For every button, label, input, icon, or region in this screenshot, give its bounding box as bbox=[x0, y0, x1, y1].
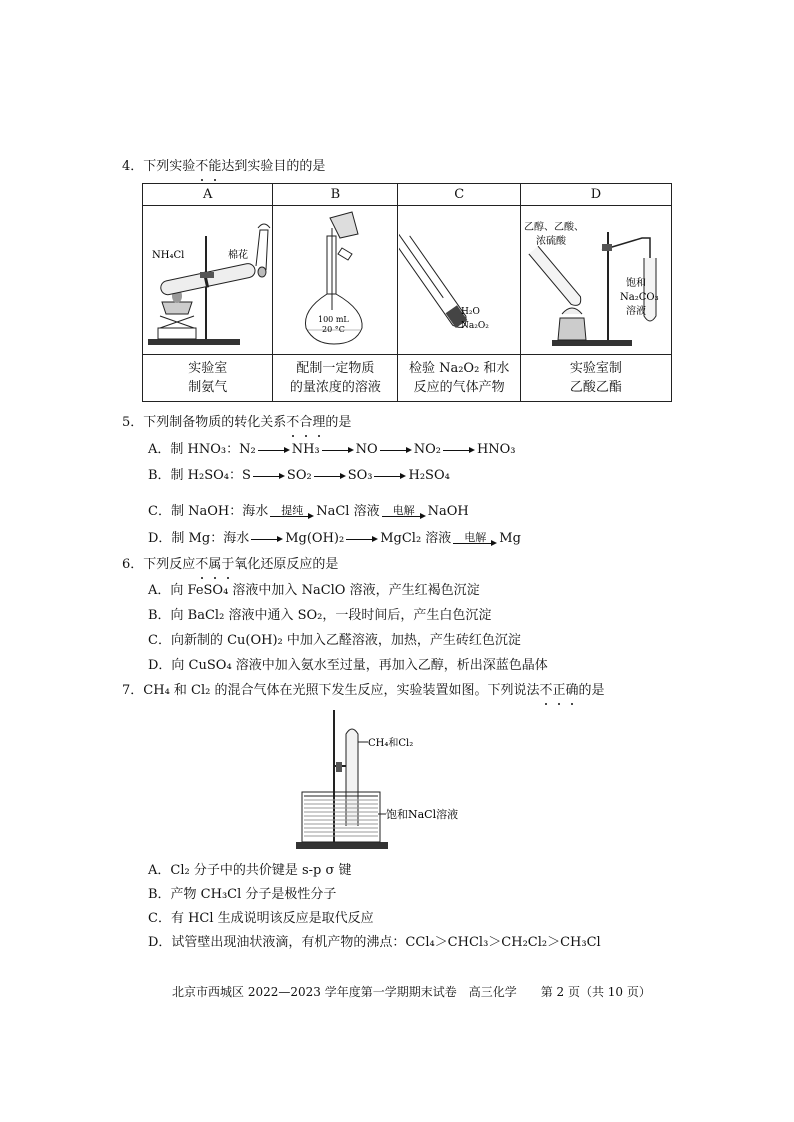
page-footer: 北京市西城区 2022—2023 学年度第一学期期末试卷 高三化学 第 2 页（共 10 页） bbox=[172, 985, 651, 999]
col-header-d: D bbox=[520, 184, 671, 206]
caption-a: 实验室 制氨气 bbox=[143, 355, 273, 402]
q5-option-b: B．制 H₂SO₄：S SO₂ SO₃ H₂SO₄ bbox=[148, 468, 450, 483]
label-reagent-2: 浓硫酸 bbox=[535, 236, 566, 247]
label-sat-1: 饱和 bbox=[625, 278, 646, 289]
caption-d: 实验室制 乙酸乙酯 bbox=[520, 355, 671, 402]
volumetric-flask-figure bbox=[274, 206, 396, 350]
q5-option-d: D．制 Mg：海水 Mg(OH)₂ MgCl₂ 溶液 电解 Mg bbox=[148, 530, 521, 546]
apparatus-a-cell bbox=[143, 206, 273, 355]
ammonia-apparatus-figure bbox=[144, 206, 272, 350]
q6-stem: 6．下列反应不属于氧化还原反应的是 bbox=[122, 557, 339, 572]
test-tube-figure bbox=[399, 206, 519, 350]
label-h2o: H₂O bbox=[461, 307, 481, 317]
col-header-c: C bbox=[398, 184, 520, 206]
q7-option-d: D．试管壁出现油状液滴，有机产物的沸点：CCl₄＞CHCl₃＞CH₂Cl₂＞CH₃Cl bbox=[148, 935, 601, 950]
q5-option-a: A．制 HNO₃：N₂ NH₃ NO NO₂ HNO₃ bbox=[148, 442, 516, 457]
col-header-b: B bbox=[273, 184, 398, 206]
label-na2o2: Na₂O₂ bbox=[461, 321, 490, 331]
q6-option-b: B．向 BaCl₂ 溶液中通入 SO₂，一段时间后，产生白色沉淀 bbox=[148, 608, 492, 623]
label-sat-3: 溶液 bbox=[625, 306, 646, 317]
q7-option-c: C．有 HCl 生成说明该反应是取代反应 bbox=[148, 911, 374, 926]
label-sat-2: Na₂CO₃ bbox=[619, 292, 659, 303]
apparatus-b-cell bbox=[273, 206, 398, 355]
label-nh4cl: NH₄Cl bbox=[151, 250, 185, 261]
q7-option-b: B．产物 CH₃Cl 分子是极性分子 bbox=[148, 887, 337, 902]
apparatus-c-cell bbox=[398, 206, 520, 355]
col-header-a: A bbox=[143, 184, 273, 206]
q4-stem: 4．下列实验不能达到实验目的的是 bbox=[122, 159, 326, 174]
label-20c: 20 °C bbox=[322, 325, 346, 334]
label-reagent-1: 乙醇、乙酸、 bbox=[523, 222, 584, 233]
label-100ml: 100 mL bbox=[318, 315, 350, 324]
label-nacl-solution: 饱和NaCl溶液 bbox=[386, 808, 459, 821]
q6-option-a: A．向 FeSO₄ 溶液中加入 NaClO 溶液，产生红褐色沉淀 bbox=[148, 583, 480, 598]
q7-stem: 7．CH₄ 和 Cl₂ 的混合气体在光照下发生反应，实验装置如图。下列说法不正确的是 bbox=[122, 683, 605, 698]
q7-option-a: A．Cl₂ 分子中的共价键是 s-p σ 键 bbox=[148, 863, 352, 878]
caption-c: 检验 Na₂O₂ 和水 反应的气体产物 bbox=[398, 355, 520, 402]
label-cotton: 棉花 bbox=[227, 250, 248, 261]
methane-chlorination-figure bbox=[290, 706, 490, 854]
q6-option-d: D．向 CuSO₄ 溶液中加入氨水至过量，再加入乙醇，析出深蓝色晶体 bbox=[148, 658, 548, 673]
ethyl-acetate-figure bbox=[522, 206, 670, 350]
apparatus-d-cell bbox=[520, 206, 671, 355]
q5-stem: 5．下列制备物质的转化关系不合理的是 bbox=[122, 415, 352, 430]
caption-b: 配制一定物质 的量浓度的溶液 bbox=[273, 355, 398, 402]
q4-apparatus-table bbox=[142, 183, 672, 402]
q5-option-c: C．制 NaOH：海水 提纯 NaCl 溶液 电解 NaOH bbox=[148, 503, 469, 519]
label-ch4-cl2: CH₄和Cl₂ bbox=[368, 738, 414, 749]
q6-option-c: C．向新制的 Cu(OH)₂ 中加入乙醛溶液，加热，产生砖红色沉淀 bbox=[148, 633, 521, 648]
